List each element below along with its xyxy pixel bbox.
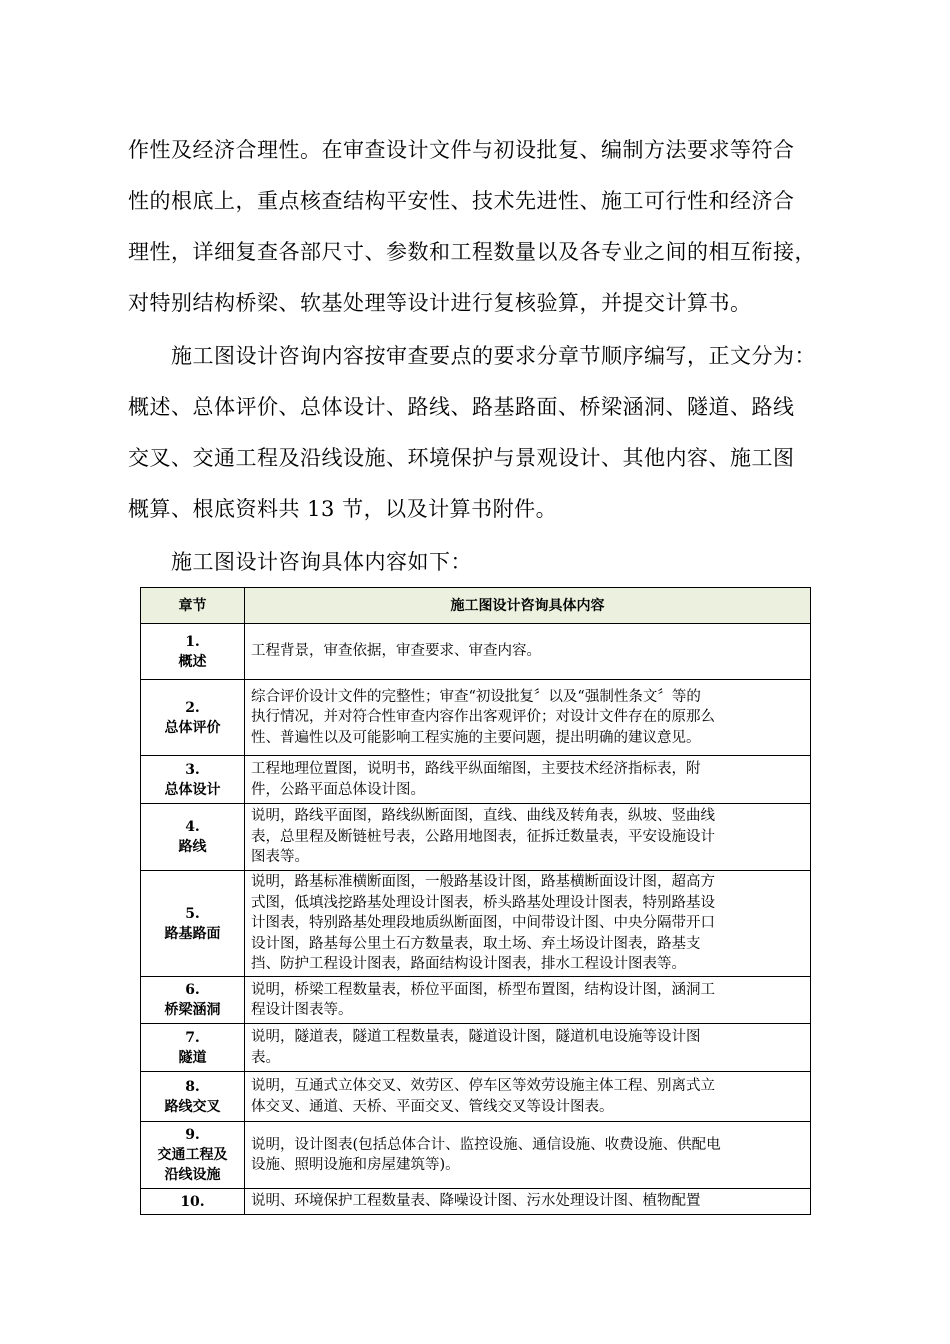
section-title: 路线交叉 [164,1098,221,1115]
paragraph-line: 施工图设计咨询具体内容如下： [128,550,472,574]
table-row [141,871,811,977]
content-line: 表，总里程及断链桩号表，公路用地图表，征拆迁数量表，平安设施设计 [251,828,715,845]
section-cell [141,624,245,680]
content-line: 执行情况，并对符合性审查内容作出客观评价；对设计文件存在的原那么 [251,709,715,726]
header-content: 施工图设计咨询具体内容 [245,588,811,624]
section-title: 交通工程及 [157,1147,228,1163]
table-header-row [141,588,811,624]
section-number: 5. [185,905,200,922]
consulting-content-table [140,587,811,1215]
table-row [141,1024,811,1072]
section-number: 6. [185,982,200,998]
paragraph-line: 性的根底上，重点核查结构平安性、技术先进性、施工可行性和经济合 [128,189,795,213]
section-title: 路基路面 [164,925,221,942]
table-row [141,756,811,804]
section-cell [141,756,245,804]
content-cell [245,871,811,977]
content-line: 说明、环境保护工程数量表、降噪设计图、污水处理设计图、植物配置 [251,1193,701,1210]
content-cell [245,977,811,1024]
section-cell [141,804,245,871]
section-number: 1. [185,633,200,650]
paragraph-line: 施工图设计咨询内容按审查要点的要求分章节顺序编写，正文分为： [128,344,816,368]
section-title: 总体设计 [164,781,221,798]
table-row [141,1072,811,1122]
content-cell [245,804,811,871]
section-number: 8. [185,1078,200,1095]
content-line: 程设计图表等。 [251,1002,353,1018]
content-line: 设施、照明设施和房屋建筑等)。 [251,1157,460,1173]
content-line: 说明，路线平面图，路线纵断面图，直线、曲线及转角表，纵坡、竖曲线 [251,808,715,825]
section-cell [141,1072,245,1122]
section-cell [141,871,245,977]
content-cell [245,680,811,756]
section-title: 隧道 [178,1049,207,1066]
content-line: 式图，低填浅挖路基处理设计图表，桥头路基处理设计图表，特别路基设 [251,894,715,911]
paragraph-line: 交叉、交通工程及沿线设施、环境保护与景观设计、其他内容、施工图 [128,446,795,470]
section-title: 路线 [178,839,207,855]
section-cell [141,1024,245,1072]
content-line: 工程地理位置图，说明书，路线平纵面缩图，主要技术经济指标表，附 [251,761,701,777]
content-cell [245,756,811,804]
paragraph-line: 作性及经济合理性。在审查设计文件与初设批复、编制方法要求等符合 [128,138,795,162]
paragraph-line: 对特别结构桥梁、软基处理等设计进行复核验算，并提交计算书。 [128,291,752,315]
section-cell [141,1122,245,1189]
section-title: 总体评价 [164,719,221,736]
content-line: 工程背景，审查依据，审查要求、审查内容。 [251,643,541,660]
content-cell [245,624,811,680]
content-cell [245,1072,811,1122]
table-row [141,624,811,680]
header-section: 章节 [141,588,245,624]
paragraph-line: 概算、根底资料共 13 节，以及计算书附件。 [128,497,558,521]
paragraph-line: 概述、总体评价、总体设计、路线、路基路面、桥梁涵洞、隧道、路线 [128,395,795,419]
content-line: 计图表，特别路基处理段地质纵断面图，中间带设计图、中央分隔带开口 [251,915,715,932]
section-number: 7. [185,1029,200,1046]
paragraph-3 [128,537,832,588]
content-line: 说明，桥梁工程数量表，桥位平面图，桥型布置图，结构设计图，涵洞工 [251,981,715,998]
section-number: 3. [185,761,200,778]
table-row [141,977,811,1024]
section-cell [141,680,245,756]
content-line: 说明，互通式立体交叉、效劳区、停车区等效劳设施主体工程、别离式立 [251,1078,715,1094]
paragraph-line: 理性，详细复查各部尺寸、参数和工程数量以及各专业之间的相互衔接， [128,240,816,264]
content-line: 挡、防护工程设计图表，路面结构设计图表，排水工程设计图表等。 [251,956,686,973]
content-line: 体交叉、通道、天桥、平面交叉、管线交叉等设计图表。 [251,1098,614,1115]
section-cell [141,977,245,1024]
content-line: 说明，路基标准横断面图，一般路基设计图，路基横断面设计图，超高方 [251,874,715,891]
section-title: 概述 [178,653,207,670]
paragraph-2 [128,331,832,535]
section-number: 4. [185,819,200,835]
content-line: 件，公路平面总体设计图。 [251,781,425,798]
table-body [141,624,811,1215]
content-cell [245,1024,811,1072]
content-line: 综合评价设计文件的完整性；审查“初设批复〞以及“强制性条文〞等的 [251,688,701,705]
content-cell [245,1122,811,1189]
content-line: 说明，设计图表(包括总体合计、监控设施、通信设施、收费设施、供配电 [251,1136,721,1153]
content-cell [245,1189,811,1215]
content-line: 图表等。 [251,849,309,866]
section-number: 10. [180,1193,205,1210]
table-row [141,1189,811,1215]
section-number: 2. [185,699,200,716]
section-cell [141,1189,245,1215]
content-line: 性、普遍性以及可能影响工程实施的主要问题，提出明确的建议意见。 [251,729,701,746]
content-line: 表。 [251,1049,280,1066]
paragraph-1 [128,125,832,329]
section-title: 桥梁涵洞 [164,1002,221,1018]
content-line: 设计图，路基每公里土石方数量表，取土场、弃土场设计图表，路基支 [251,935,701,952]
table-row [141,680,811,756]
table-row [141,804,811,871]
section-title: 沿线设施 [164,1167,221,1183]
table-row [141,1122,811,1189]
content-line: 说明，隧道表，隧道工程数量表，隧道设计图，隧道机电设施等设计图 [251,1029,701,1045]
section-number: 9. [185,1127,200,1143]
